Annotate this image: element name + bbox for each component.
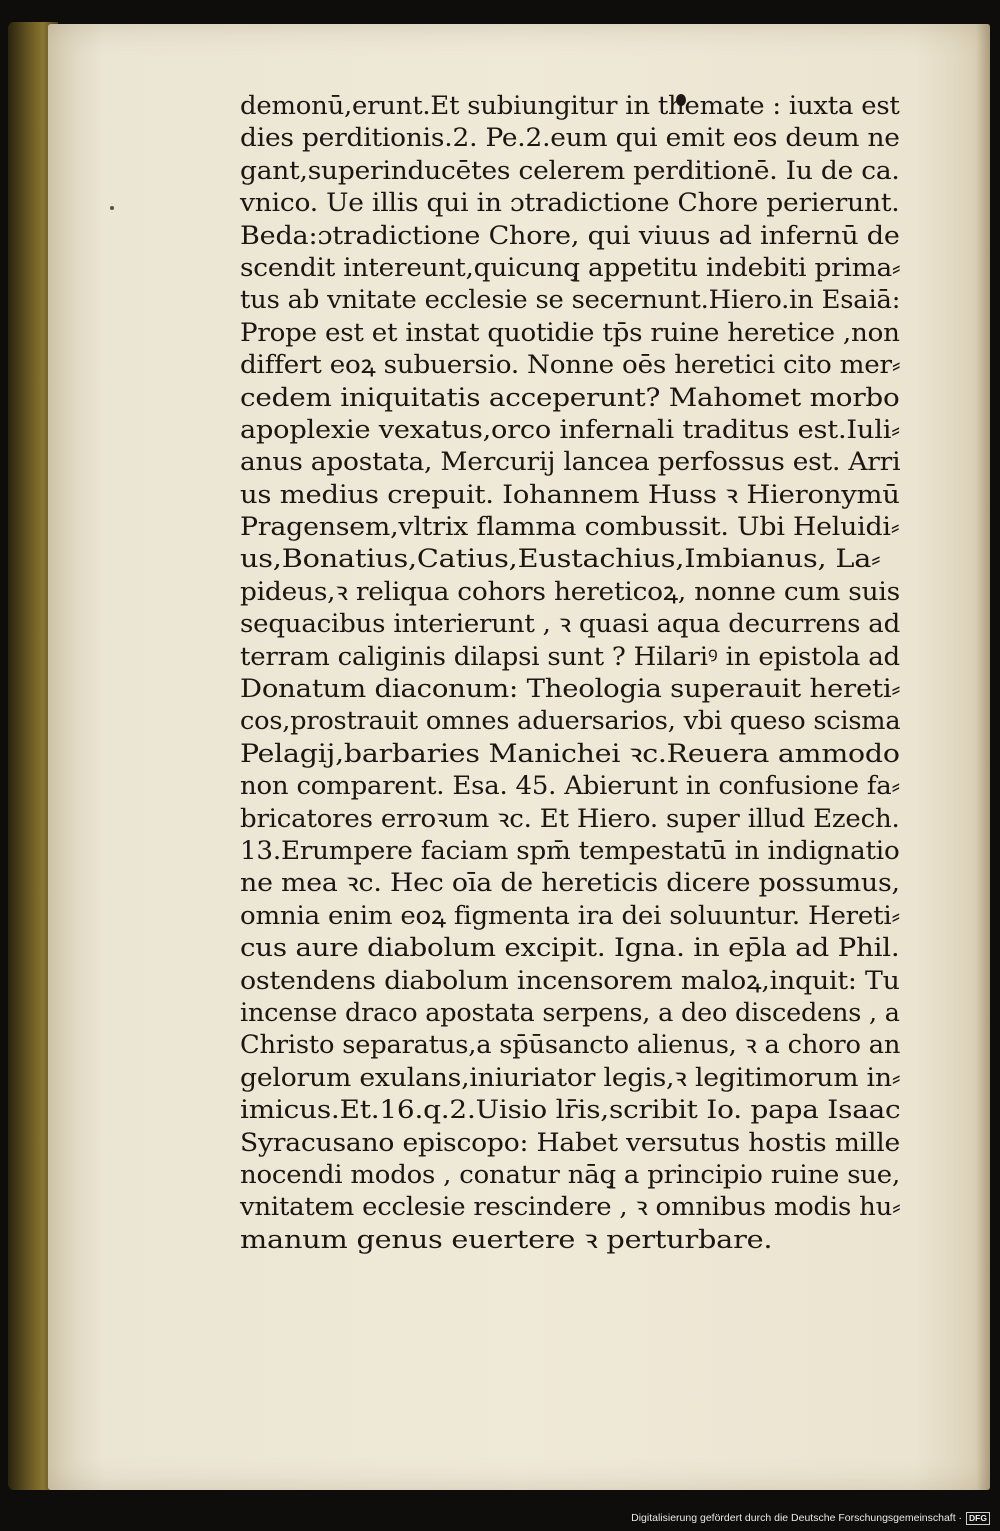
text-line: ne mea ꝛc. Hec oīa de hereticis dicere possumus, — [240, 868, 900, 898]
text-line: Beda:ɔtradictione Chore, qui viuus ad infernū de — [240, 220, 900, 250]
text-line: cus aure diabolum excipit. Igna. in ep̄la ad Phil. — [240, 933, 900, 963]
text-line: Pelagij,barbaries Manichei ꝛc.Reuera ammodo — [240, 738, 900, 768]
text-line: Syracusano episcopo: Habet versutus hostis mille — [240, 1127, 901, 1157]
text-line: differt eoꝝ subuersio. Nonne oēs heretici cito mer⸗ — [240, 350, 901, 380]
text-line: ostendens diabolum incensorem maloꝝ,inquit: Tu — [240, 965, 900, 995]
text-line: incense draco apostata serpens, a deo discedens , a — [240, 997, 900, 1027]
text-line: vnitatem ecclesie rescindere , ꝛ omnibus modis hu⸗ — [240, 1192, 901, 1222]
funding-credit: Digitalisierung gefördert durch die Deutsche Forschungsgemeinschaft · — [631, 1512, 963, 1524]
text-line: 13.Erumpere faciam spm̄ tempestatū in indignatio — [240, 835, 900, 865]
text-line: apoplexie vexatus,orco infernali traditus est.Iuli⸗ — [240, 414, 901, 444]
text-line: Prope est et instat quotidie tp̄s ruine heretice ,non — [240, 317, 900, 347]
text-line: bricatores erroꝛum ꝛc. Et Hiero. super illud Ezech. — [240, 803, 900, 833]
text-line: Christo separatus,a sp̄ūsancto alienus, ꝛ a choro an — [240, 1030, 901, 1060]
text-line: scendit intereunt,quicunq̧ appetitu indebiti prima⸗ — [240, 252, 901, 282]
text-line: vnico. Ue illis qui in ɔtradictione Chore perierunt. — [240, 188, 900, 218]
text-line: terram caliginis dilapsi sunt ? Hilariꝰ in epistola ad — [240, 641, 900, 671]
page-smudge — [110, 206, 114, 210]
text-line: cedem iniquitatis acceperunt? Mahomet morbo — [240, 382, 900, 412]
text-line: gelorum exulans,iniuriator legis,ꝛ legitimorum in⸗ — [240, 1062, 901, 1092]
text-line: sequacibus interierunt , ꝛ quasi aqua decurrens ad — [240, 609, 901, 639]
text-line: non comparent. Esa. 45. Abierunt in confusione fa⸗ — [240, 771, 900, 801]
text-line: us,Bonatius,Catius,Eustachius,Imbianus, La⸗ — [240, 544, 881, 574]
text-line: cos,prostrauit omnes aduersarios, vbi queso scisma — [240, 706, 901, 736]
text-line: omnia enim eoꝝ figmenta ira dei soluuntur. Hereti⸗ — [240, 900, 900, 930]
text-line: demonū,erunt.Et subiungitur in themate : iuxta est — [240, 91, 900, 120]
text-line: dies perditionis.2. Pe.2.eum qui emit eos deum ne — [240, 123, 900, 153]
text-line: anus apostata, Mercurij lancea perfossus est. Arri — [240, 447, 901, 477]
text-line: manum genus euertere ꝛ perturbare. — [240, 1224, 773, 1254]
digitization-footer — [631, 1510, 990, 1526]
text-line: pideus,ꝛ reliqua cohors hereticoꝝ, nonne cum suis — [240, 576, 900, 606]
text-line: nocendi modos , conatur nāq̧ a principio ruine sue, — [240, 1159, 900, 1189]
text-line: tus ab vnitate ecclesie se secernunt.Hiero.in Esaiā: — [240, 285, 901, 315]
dfg-logo: DFG — [966, 1512, 990, 1525]
printed-text-block — [240, 90, 920, 1256]
text-line: Pragensem,vltrix flamma combussit. Ubi Heluidi⸗ — [240, 512, 900, 542]
text-line: us medius crepuit. Iohannem Huss ꝛ Hieronymū — [240, 479, 900, 509]
text-line: Donatum diaconum: Theologia superauit hereti⸗ — [240, 674, 901, 704]
text-line: gant,superinducētes celerem perditionē. Iu de ca. — [240, 155, 900, 185]
text-line: imicus.Et.16.q.2.Uisio lr̄is,scribit Io. papa Isaac — [240, 1095, 901, 1125]
